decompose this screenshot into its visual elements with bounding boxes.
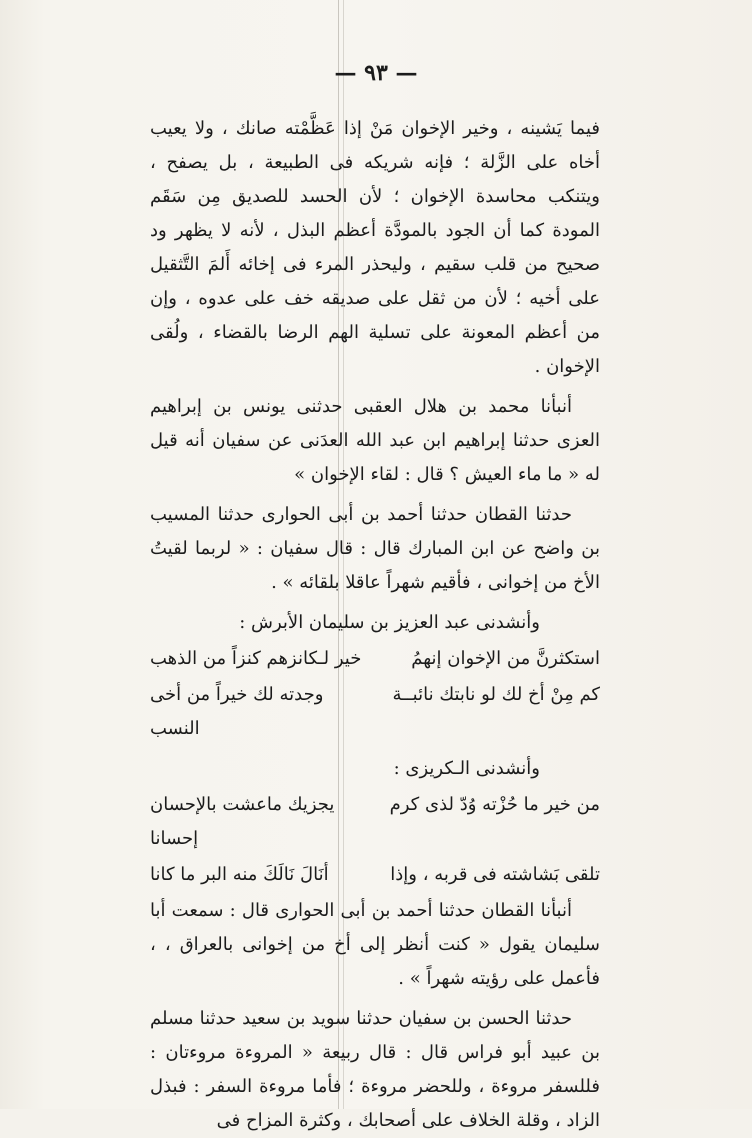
paragraph: حدثنا الحسن بن سفيان حدثنا سويد بن سعيد حدثنا مسلم بن عبيد أبو فراس قال : قال ربيعة « المروءة مروءتان : فللسفر مروءة ، وللحضر مروءة ؛ فأما مروءة السفر : فبذل الزاد ، وقلة الخلاف على أصحابك ، وكثرة المزاح فى — [150, 1008, 600, 1131]
paragraph: حدثنا القطان حدثنا أحمد بن أبى الحوارى حدثنا المسيب بن واضح عن ابن المبارك قال : قال سفيان : « لربما لقيتُ الأخ من إخوانى ، فأقيم شهراً عاقلا بلقائه » . — [150, 504, 600, 593]
poem-verse — [150, 678, 600, 746]
verse-first-hemistich: من خير ما حُزْته وُدّ لذى كرم — [389, 794, 600, 815]
verse-second-hemistich: أنَالَ نَالَكَ منه البر ما كانا — [150, 864, 329, 885]
verse-second-hemistich: وجدته لك خيراً من أخى النسب — [150, 684, 324, 739]
verse-first-hemistich: كم مِنْ أخ لك لو نابتك نائبــة — [392, 684, 600, 705]
poem-verse — [150, 642, 600, 676]
body-text — [150, 112, 600, 1138]
poem-intro: وأنشدنى عبد العزيز بن سليمان الأبرش : — [239, 612, 540, 633]
verse-second-hemistich: يجزيك ماعشت بالإحسان إحسانا — [150, 794, 335, 849]
paragraph: فيما يَشينه ، وخير الإخوان مَنْ إذا عَظَّمْته صانك ، ولا يعيب أخاه على الزَّلة ؛ فإنه شريكه فى الطبيعة ، بل يصفح ، ويتنكب محاسدة الإخوان ؛ لأن الحسد للصديق مِن سَقَم المودة كما أن الجود بالمودَّة أعظم البذل ، لأنه لا يظهر ود صحيح من قلب سقيم ، وليحذر المرء فى إخائه أَلمَ التَّثقيل على أخيه ؛ لأن من ثقل على صديقه خف على عدوه ، وإن من أعظم المعونة على تسلية الهم الرضا بالقضاء ، ولُقى الإخوان . — [150, 118, 600, 377]
poem-intro: وأنشدنى الـكريزى : — [393, 758, 540, 779]
poem-verse — [150, 788, 600, 856]
paragraph: أنبأنا القطان حدثنا أحمد بن أبى الحوارى قال : سمعت أبا سليمان يقول « كنت أنظر إلى أخ من إخوانى بالعراق ، ، فأعمل على رؤيته شهراً » . — [150, 900, 600, 989]
verse-second-hemistich: خير لـكانزهم كنزاً من الذهب — [150, 648, 362, 669]
verse-first-hemistich: استكثرنَّ من الإخوان إنهمُ — [411, 648, 600, 669]
verse-first-hemistich: تلقى بَشاشته فى قربه ، وإذا — [390, 864, 600, 885]
poem-verse — [150, 858, 600, 892]
page-number: — ٩٣ — — [334, 60, 418, 86]
paragraph: أنبأنا محمد بن هلال العقبى حدثنى يونس بن إبراهيم العزى حدثنا إبراهيم ابن عبد الله العدَنى عن سفيان أنه قيل له « ما ماء العيش ؟ قال : لقاء الإخوان » — [150, 396, 600, 485]
